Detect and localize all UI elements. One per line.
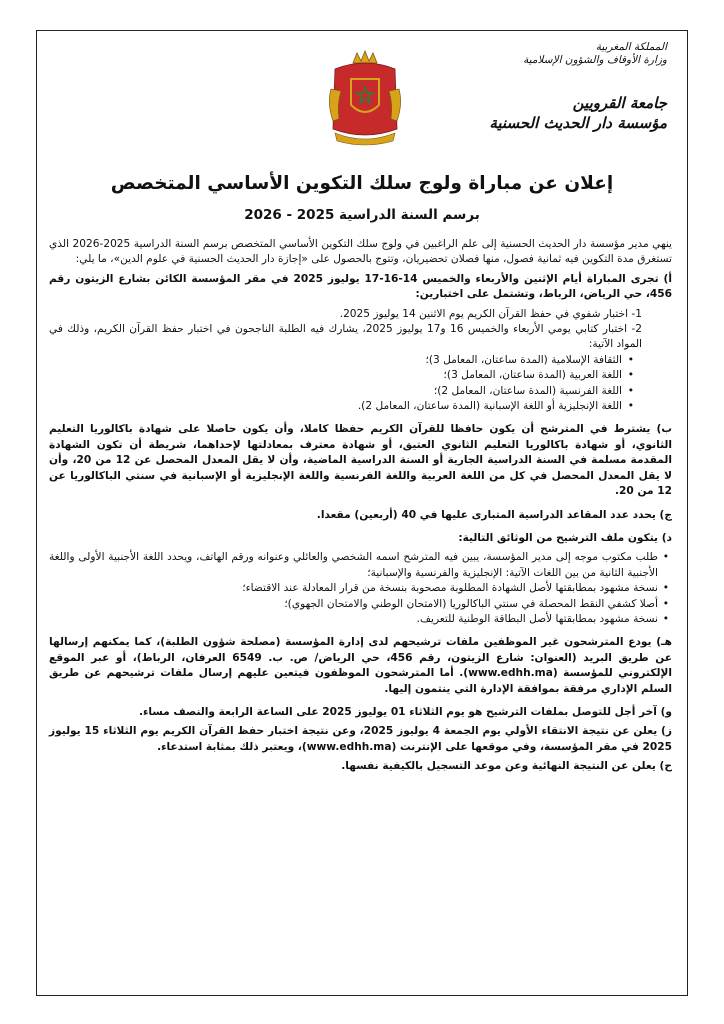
institution-name: مؤسسة دار الحديث الحسنية [489, 114, 667, 132]
subject-item: • اللغة الإنجليزية أو اللغة الإسبانية (المدة ساعتان، المعامل 2). [49, 399, 622, 414]
section-g-paragraph: ز) يعلن عن نتيجة الانتقاء الأولي يوم الجمعة 4 يوليوز 2025، وعن نتيجة اختبار حفظ القرآن الكريم يوم الثلاثاء 15 يوليوز 2025 في مقر المؤسسة، وفي موقعها على الإنترنت (www.edhh.ma)، ويعتبر ذلك بمثابة استدعاء. [49, 725, 673, 753]
subject-item: • الثقافة الإسلامية (المدة ساعتان، المعامل 3)؛ [49, 353, 622, 368]
section-e-paragraph: هـ) يودع المترشحون غير الموظفين ملفات ترشيحهم لدى إدارة المؤسسة (مصلحة شؤون الطلبة)، كما يمكنهم إرسالها عن طريق البريد (العنوان: شارع الزيتون، رقم 456، حي الرياض/ ص. ب. 6549 العرفان، الرباط)، أو عبر الموقع الإلكتروني للمؤسسة (www.edhh.ma). أما المترشحون الموظفون فيتعين عليهم إرسال ملفات ترشيحهم عن طريق السلم الإداري مرفقة بموافقة الإدارة التي ينتمون إليها. [49, 636, 672, 695]
section-b-paragraph: ب) يشترط في المترشح أن يكون حافظا للقرآن الكريم حفظا كاملا، وأن يكون حاصلا على شهادة باكالوريا التعليم الثانوي، أو شهادة باكالوريا التعليم الثانوي العتيق، أو شهادة معترف بمعادلتها لإحداهما، شريطة أن تكون الشهادة المقدمة مسلمة في السنة الدراسية الجارية أو السنة الدراسية الماضية، وأن لا يقل المعدل المحصل عن 12 من 20، وأن لا يقل المعدل المحصل في كل من اللغة العربية واللغة الفرنسية واللغة الإنجليزية أو الإسبانية في سنتي الباكالوريا عن 12 من 20. [49, 423, 672, 498]
university-name: جامعة القرويين [572, 94, 667, 112]
documents-list [49, 550, 672, 627]
kingdom-name: المملكة المغربية [595, 41, 667, 53]
section-f-paragraph: و) آخر أجل للتوصل بملفات الترشيح هو يوم الثلاثاء 01 يوليوز 2025 على الساعة الرابعة والنصف مساء. [138, 705, 672, 718]
document-item: • طلب مكتوب موجه إلى مدير المؤسسة، يبين فيه المترشح اسمه الشخصي والعائلي وعنوانه ورقم الهاتف، ويحدد اللغة الأجنبية الأولى واللغة الأجنبية الثانية من بين اللغات الآتية: الإنجليزية والفرنسية والإسبانية؛ [49, 550, 658, 581]
section-a-text: أ) تجرى المباراة أيام الإثنين والأربعاء والخميس 14-16-17 يوليوز 2025 في مقر المؤسسة الكائن بشارع الزيتون رقم 456، حي الرياض، الرباط، وتشتمل على اختبارين: [49, 272, 672, 301]
subject-item: • اللغة الفرنسية (المدة ساعتان، المعامل 2)؛ [49, 384, 622, 399]
section-h-paragraph: ح) يعلن عن النتيجة النهائية وعن موعد التسجيل بالكيفية نفسها. [341, 760, 672, 773]
document-item: • نسخة مشهود بمطابقتها لأصل الشهادة المطلوبة مصحوبة بنسخة من قرار المعادلة عند الاقتضاء؛ [49, 581, 658, 596]
written-test-item: 2- اختبار كتابي يومي الأربعاء والخميس 16 و17 يوليوز 2025، يشارك فيه الطلبة الناجحون في اختبار حفظ القرآن الكريم، وذلك في المواد الآتية: [49, 323, 643, 351]
section-c-paragraph: ج) يحدد عدد المقاعد الدراسية المتبارى عليها في 40 (أربعين) مقعدا. [316, 508, 672, 521]
ministry-header [523, 41, 667, 67]
announcement-body [49, 237, 672, 779]
ministry-name: وزارة الأوقاف والشؤون الإسلامية [523, 54, 667, 66]
subjects-list [49, 353, 672, 415]
oral-test-item: 1- اختبار شفوي في حفظ القرآن الكريم يوم الاثنين 14 يوليوز 2025. [339, 307, 642, 320]
academic-year-subtitle: برسم السنة الدراسية 2025 - 2026 [244, 207, 480, 223]
exam-tests-list [49, 307, 672, 353]
coat-of-arms-emblem [325, 49, 405, 149]
intro-paragraph: ينهي مدير مؤسسة دار الحديث الحسنية إلى علم الراغبين في ولوج سلك التكوين الأساسي المتخصص برسم السنة الدراسية 2025-2026 الذي تستغرق مدة التكوين فيه ثمانية فصول، منها فصلان تحضيريان، وتتوج بالحصول على «إجازة دار الحديث الحسنية في علوم الدين»، ما يلي: [49, 238, 672, 266]
document-item: • نسخة مشهود بمطابقتها لأصل البطاقة الوطنية للتعريف. [49, 612, 658, 627]
university-header [489, 93, 667, 133]
document-item: • أصلا كشفي النقط المحصلة في سنتي الباكالوريا (الامتحان الوطني والامتحان الجهوي)؛ [49, 597, 658, 612]
announcement-title: إعلان عن مباراة ولوج سلك التكوين الأساسي المتخصص [110, 173, 614, 194]
document-frame [36, 30, 688, 996]
section-d-text: د) يتكون ملف الترشيح من الوثائق التالية: [458, 531, 672, 544]
subject-item: • اللغة العربية (المدة ساعتان، المعامل 3)؛ [49, 368, 622, 383]
